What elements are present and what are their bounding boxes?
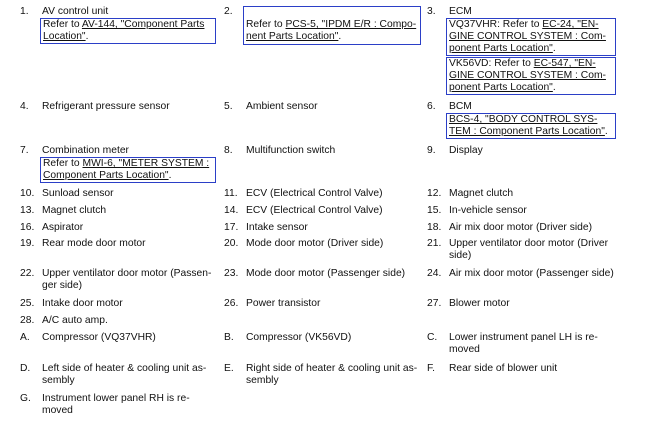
link-ec-547[interactable]: EC-547, "EN- [533, 58, 596, 69]
link-av-144[interactable]: AV-144, "Component Parts [81, 19, 205, 30]
link-bcs-4[interactable]: BCS-4, "BODY CONTROL SYS- [449, 114, 598, 125]
ref-pcs-5[interactable]: Refer to PCS-5, "IPDM E/R : Compo- nent Parts Location". [243, 6, 421, 45]
ref-av-144[interactable]: Refer to AV-144, "Component Parts Location". [40, 18, 216, 44]
ref-bcs-4[interactable]: BCS-4, "BODY CONTROL SYS- TEM : Component Parts Location". [446, 113, 616, 139]
link-pcs-5[interactable]: PCS-5, "IPDM E/R : Compo- [285, 19, 417, 30]
link-mwi-6[interactable]: MWI-6, "METER SYSTEM : [82, 158, 210, 169]
link-ec-24[interactable]: EC-24, "EN- [542, 19, 599, 30]
ref-mwi-6[interactable]: Refer to MWI-6, "METER SYSTEM : Component Parts Location". [40, 157, 216, 183]
ref-ec-24[interactable]: VQ37VHR: Refer to EC-24, "EN- GINE CONTROL SYSTEM : Com- ponent Parts Location". [446, 18, 616, 56]
ref-ec-547[interactable]: VK56VD: Refer to EC-547, "EN- GINE CONTROL SYSTEM : Com- ponent Parts Location". [446, 57, 616, 95]
